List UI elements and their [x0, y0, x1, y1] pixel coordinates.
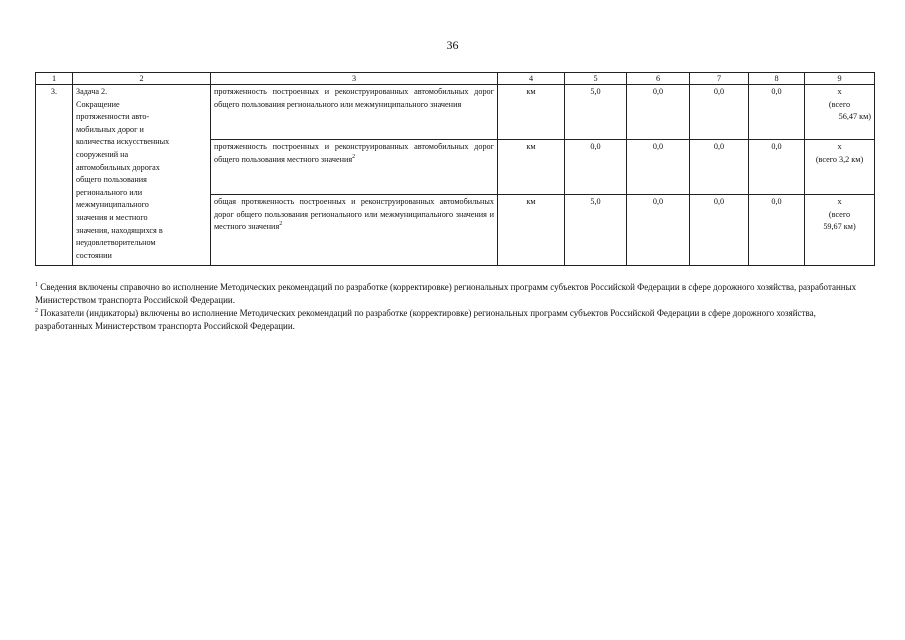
task-line: неудовлетворительном — [76, 238, 156, 248]
value-cell: 5,0 — [565, 195, 627, 266]
row-number: 3. — [36, 85, 73, 266]
indicator-text: протяженность построенных и реконструированных автомобильных дорог общего пользования регионального или межмуниципального значения — [214, 87, 494, 109]
indicators-table — [35, 72, 875, 266]
value-cell: 0,0 — [690, 85, 749, 140]
task-line: регионального или — [76, 187, 143, 197]
footnote — [35, 307, 875, 333]
task-line: мобильных дорог и — [76, 124, 144, 134]
header-cell: 5 — [565, 73, 627, 85]
unit-cell: км — [498, 140, 565, 195]
total-line: х — [837, 87, 842, 96]
value-cell: 0,0 — [565, 140, 627, 195]
unit-cell: км — [498, 195, 565, 266]
footnote-mark: 2 — [35, 308, 38, 314]
header-cell: 9 — [805, 73, 875, 85]
task-line: состоянии — [76, 250, 112, 260]
task-line: значения и местного — [76, 212, 148, 222]
task-line: межмуниципального — [76, 200, 149, 210]
task-line: количества искусственных — [76, 137, 170, 147]
header-cell: 1 — [36, 73, 73, 85]
header-cell: 7 — [690, 73, 749, 85]
total-line: (всего — [828, 99, 851, 109]
page-number: 36 — [446, 38, 459, 52]
value-cell: 0,0 — [627, 85, 690, 140]
total-line: х — [837, 142, 842, 151]
footnotes — [35, 281, 875, 333]
header-cell: 2 — [73, 73, 211, 85]
total-line: 56,47 км) — [838, 112, 871, 122]
task-line: общего пользования — [76, 175, 147, 185]
table-row — [36, 85, 875, 140]
total-line: (всего 3,2 км) — [815, 154, 864, 164]
task-line: значения, находящихся в — [76, 225, 163, 235]
task-description — [73, 85, 211, 266]
table-header-row — [36, 73, 875, 85]
task-line: Сокращение — [76, 99, 120, 109]
value-cell: 0,0 — [690, 195, 749, 266]
value-cell: 0,0 — [749, 85, 805, 140]
indicator-name — [211, 140, 498, 195]
total-cell — [805, 85, 875, 140]
header-cell: 6 — [627, 73, 690, 85]
task-line: сооружений на — [76, 149, 129, 159]
indicator-text: протяженность построенных и реконструированных автомобильных дорог общего пользования местного значения$^2$ — [214, 142, 494, 164]
total-line: (всего — [828, 209, 851, 219]
total-line: 59,67 км) — [823, 222, 856, 232]
value-cell: 0,0 — [690, 140, 749, 195]
value-cell: 0,0 — [627, 195, 690, 266]
header-cell: 4 — [498, 73, 565, 85]
indicator-text: общая протяженность построенных и реконструированных автомобильных дорог общего пользования регионального или межмуниципального значения и местного значения$^2$ — [214, 197, 494, 232]
total-cell — [805, 140, 875, 195]
task-line: автомобильных дорогах — [76, 162, 160, 172]
total-line: х — [837, 197, 842, 206]
footnote-text: Сведения включены справочно во исполнение Методических рекомендаций по разработке (корректировке) региональных программ субъектов Российской Федерации в сфере дорожного хозяйства, разработанных Министерством транспорта Российской Федерации. — [35, 282, 857, 305]
footnote — [35, 281, 875, 307]
value-cell: 5,0 — [565, 85, 627, 140]
total-cell — [805, 195, 875, 266]
task-line: протяженности авто- — [76, 112, 150, 122]
header-cell: 3 — [211, 73, 498, 85]
value-cell: 0,0 — [749, 195, 805, 266]
footnote-ref: 2 — [352, 153, 356, 160]
indicator-name — [211, 85, 498, 140]
footnote-text: Показатели (индикаторы) включены во исполнение Методических рекомендаций по разработке (корректировке) региональных программ субъектов Российской Федерации в сфере дорожного хозяйства, разработанных Министерством транспорта Российской Федерации. — [35, 308, 816, 331]
footnote-ref: 2 — [279, 221, 283, 228]
value-cell: 0,0 — [627, 140, 690, 195]
header-cell: 8 — [749, 73, 805, 85]
task-line: Задача 2. — [76, 87, 108, 96]
unit-cell: км — [498, 85, 565, 140]
footnote-mark: 1 — [35, 282, 38, 288]
indicator-name — [211, 195, 498, 266]
value-cell: 0,0 — [749, 140, 805, 195]
